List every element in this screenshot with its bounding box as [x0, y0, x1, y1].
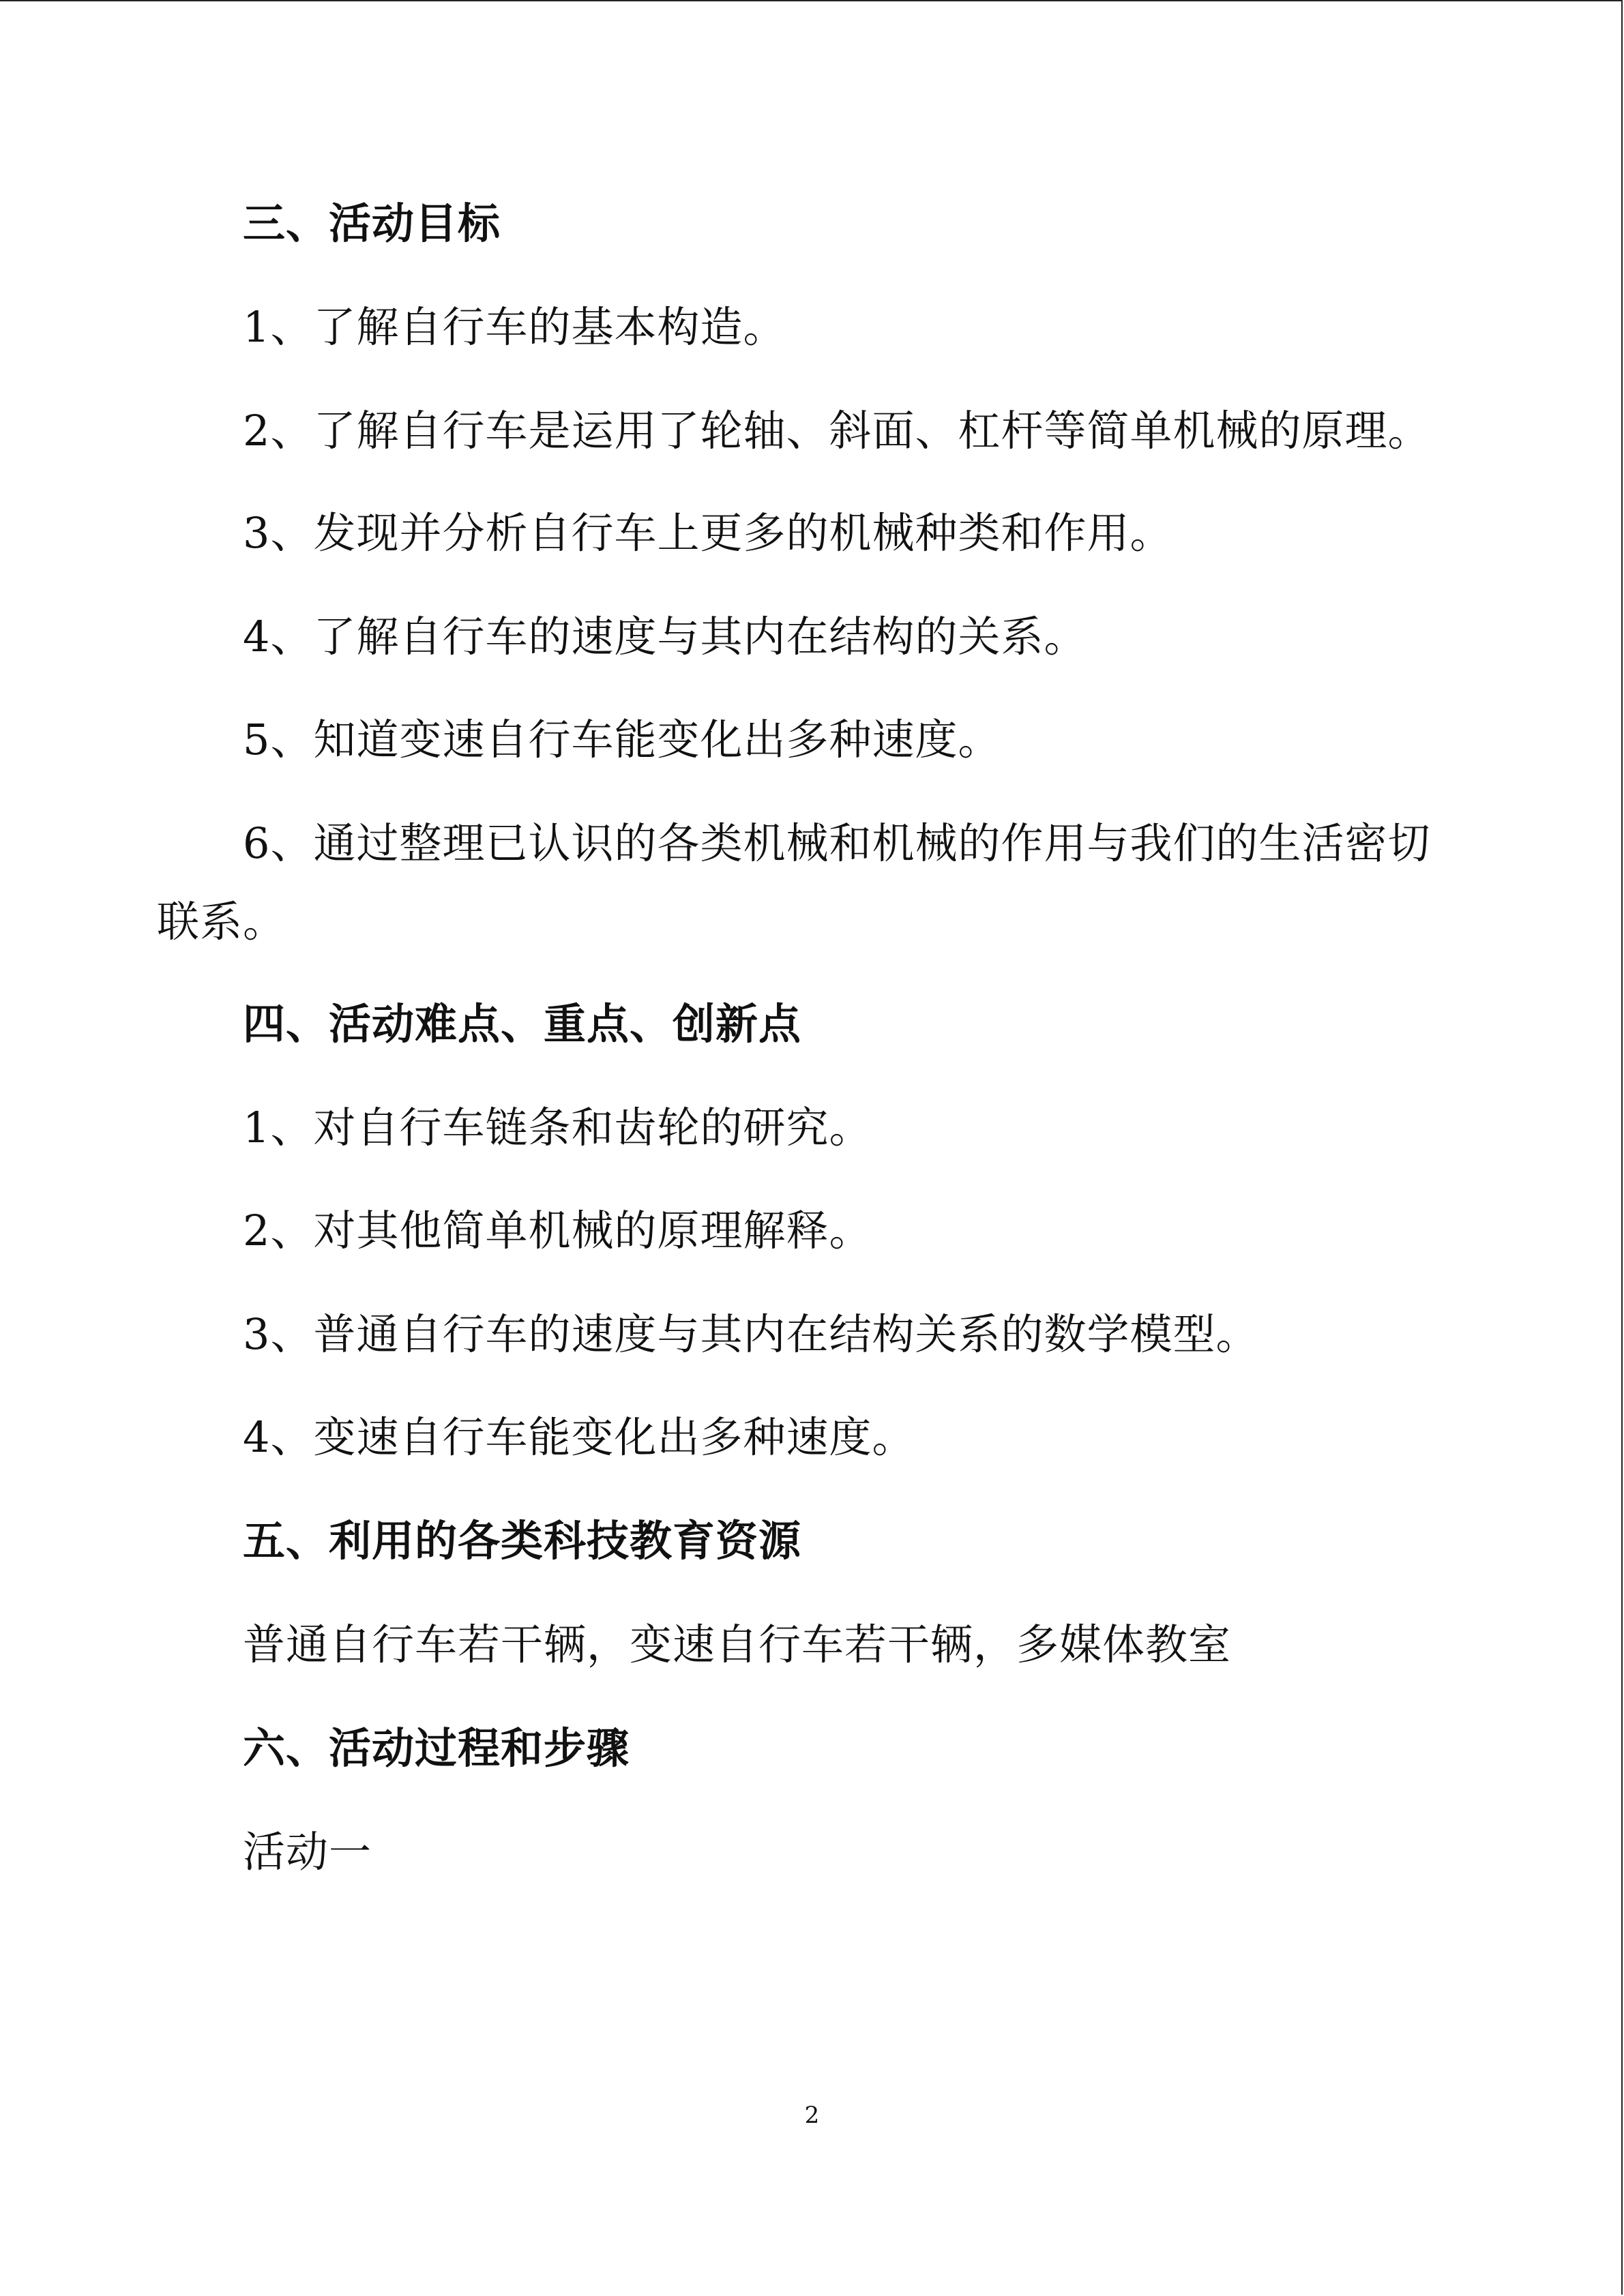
difficulty-item-4: 4、变速自行车能变化出多种速度。	[243, 1412, 915, 1462]
difficulty-item-2: 2、对其他简单机械的原理解释。	[243, 1206, 872, 1255]
goal-item-6: 6、通过整理已认识的各类机械和机械的作用与我们的生活密切	[243, 818, 1431, 868]
difficulty-item-3: 3、普通自行车的速度与其内在结构关系的数学模型。	[243, 1309, 1259, 1359]
goal-item-5: 5、知道变速自行车能变化出多种速度。	[243, 715, 1001, 764]
resources-text: 普通自行车若干辆，变速自行车若干辆，多媒体教室	[243, 1620, 1232, 1669]
goal-item-2: 2、了解自行车是运用了轮轴、斜面、杠杆等简单机械的原理。	[243, 406, 1431, 456]
page-number: 2	[804, 2102, 820, 2129]
goal-item-3: 3、发现并分析自行车上更多的机械种类和作用。	[243, 508, 1173, 558]
section-heading-difficulties: 四、活动难点、重点、创新点	[243, 999, 802, 1049]
section-heading-goals: 三、活动目标	[243, 198, 501, 248]
goal-item-1: 1、了解自行车的基本构造。	[243, 302, 786, 352]
activity-one-label: 活动一	[243, 1827, 372, 1877]
goal-item-4: 4、了解自行车的速度与其内在结构的关系。	[243, 612, 1087, 661]
section-heading-process: 六、活动过程和步骤	[243, 1723, 630, 1773]
section-heading-resources: 五、利用的各类科技教育资源	[243, 1516, 802, 1566]
goal-item-6-continuation: 联系。	[157, 897, 286, 946]
difficulty-item-1: 1、对自行车链条和齿轮的研究。	[243, 1103, 872, 1152]
